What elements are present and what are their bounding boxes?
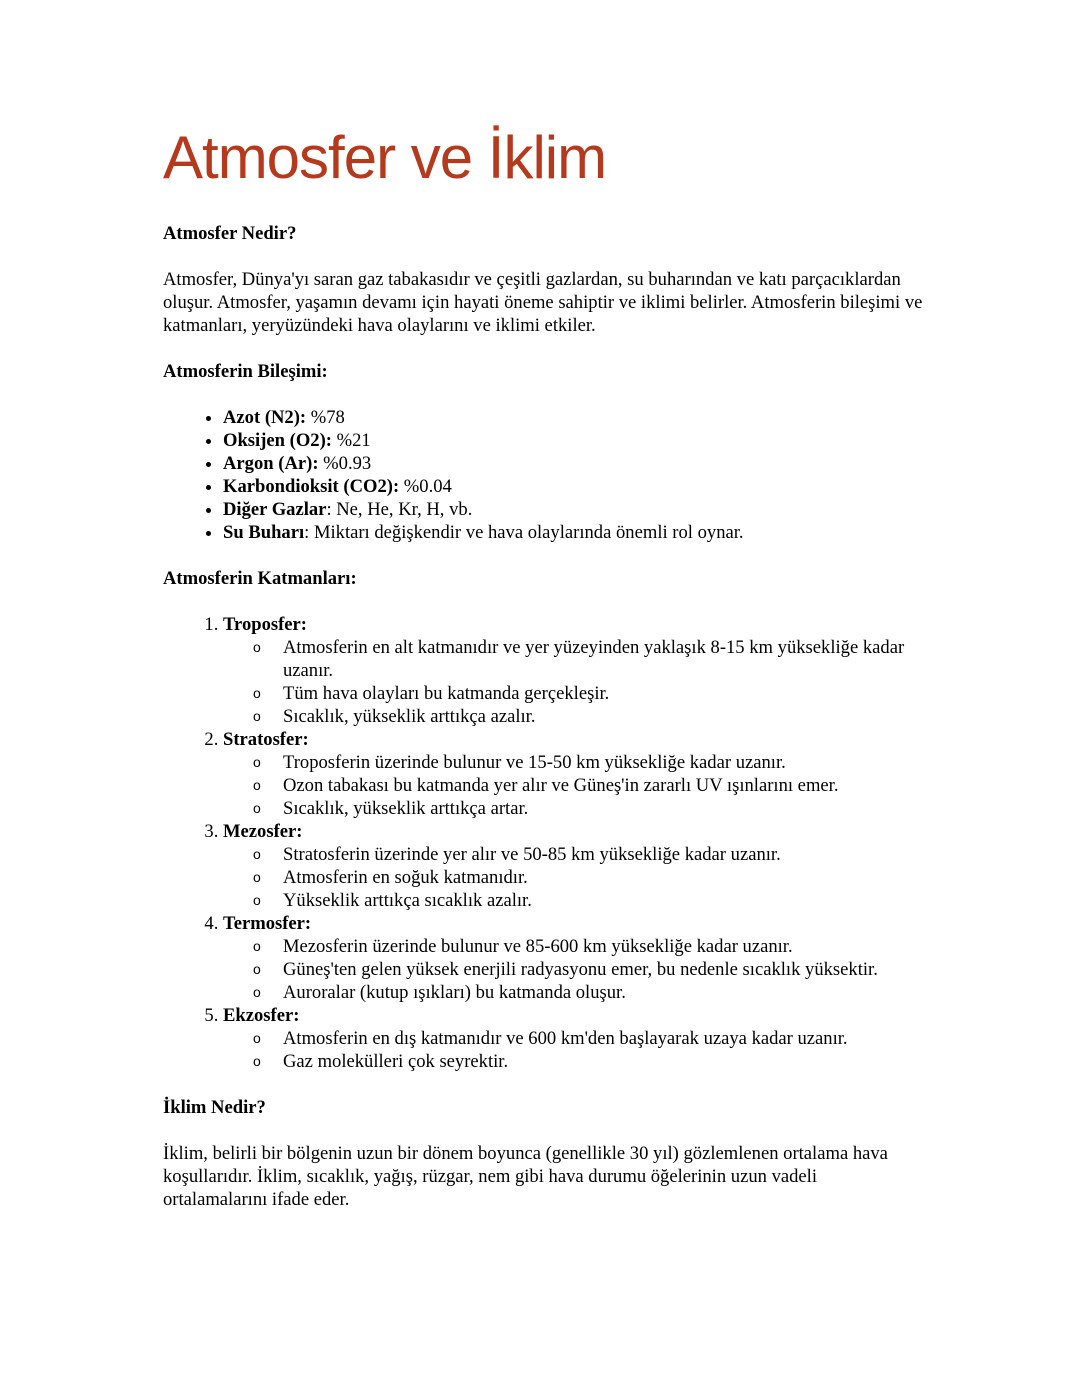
heading-iklim-nedir: İklim Nedir? [163, 1097, 266, 1118]
composition-item [223, 429, 923, 452]
layer-point: o Ozon tabakası bu katmanda yer alır ve Güneş'in zararlı UV ışınlarını emer. [283, 774, 923, 797]
layer-item [223, 912, 923, 1004]
layer-points [223, 935, 923, 1004]
composition-label: Oksijen (O2): [223, 430, 332, 451]
composition-item [223, 475, 923, 498]
layer-item [223, 820, 923, 912]
layer-item [223, 728, 923, 820]
paragraph-iklim-nedir: İklim, belirli bir bölgenin uzun bir dönem boyunca (genellikle 30 yıl) gözlemlenen ortalama hava koşullarıdır. İklim, sıcaklık, yağış, rüzgar, nem gibi hava durumu öğelerinin uzun vadeli ortalamalarını ifade eder. [163, 1143, 888, 1210]
composition-label: Karbondioksit (CO2): [223, 476, 400, 497]
composition-value: : Miktarı değişkendir ve hava olaylarında önemli rol oynar. [304, 522, 744, 543]
composition-value: %78 [306, 407, 345, 428]
composition-value: %0.93 [318, 453, 372, 474]
layer-points [223, 751, 923, 820]
layer-point: o Gaz molekülleri çok seyrektir. [283, 1050, 923, 1073]
composition-label: Diğer Gazlar [223, 499, 327, 520]
composition-value: %21 [331, 430, 371, 451]
page-title: Atmosfer ve İklim [163, 124, 607, 191]
heading-katmanlar: Atmosferin Katmanları: [163, 568, 357, 589]
layer-point: o Mezosferin üzerinde bulunur ve 85-600 km yüksekliğe kadar uzanır. [283, 935, 923, 958]
layer-point: o Tüm hava olayları bu katmanda gerçekleşir. [283, 682, 923, 705]
paragraph-atmosfer-nedir: Atmosfer, Dünya'yı saran gaz tabakasıdır ve çeşitli gazlardan, su buharından ve katı parçacıklardan oluşur. Atmosfer, yaşamın devamı için hayati öneme sahiptir ve iklimi belirler. Atmosferin bileşimi ve katmanları, yeryüzündeki hava olaylarını ve iklimi etkiler. [163, 269, 923, 336]
composition-item [223, 521, 923, 544]
layer-point: o Auroralar (kutup ışıkları) bu katmanda oluşur. [283, 981, 923, 1004]
composition-value: %0.04 [399, 476, 452, 497]
layer-name: Troposfer: [223, 614, 307, 635]
layer-name: Termosfer: [223, 913, 312, 934]
layer-points [223, 843, 923, 912]
composition-label: Argon (Ar): [223, 453, 319, 474]
layer-item [223, 613, 923, 728]
composition-label: Azot (N2): [223, 407, 307, 428]
composition-item [223, 452, 923, 475]
layer-points [223, 1027, 923, 1073]
layer-point: o Troposferin üzerinde bulunur ve 15-50 km yüksekliğe kadar uzanır. [283, 751, 923, 774]
layer-item [223, 1004, 923, 1073]
composition-list [163, 406, 923, 544]
layer-point: o Stratosferin üzerinde yer alır ve 50-85 km yüksekliğe kadar uzanır. [283, 843, 923, 866]
layer-name: Ekzosfer: [223, 1005, 300, 1026]
composition-item [223, 406, 923, 429]
layer-point: o Sıcaklık, yükseklik arttıkça azalır. [283, 705, 923, 728]
layers-list [163, 613, 923, 1073]
layer-name: Stratosfer: [223, 729, 309, 750]
composition-value: : Ne, He, Kr, H, vb. [326, 499, 473, 520]
heading-bilesim: Atmosferin Bileşimi: [163, 361, 328, 382]
heading-atmosfer-nedir: Atmosfer Nedir? [163, 223, 297, 244]
layer-point: o Yükseklik arttıkça sıcaklık azalır. [283, 889, 923, 912]
layer-point: o Sıcaklık, yükseklik arttıkça artar. [283, 797, 923, 820]
layer-point: o Atmosferin en dış katmanıdır ve 600 km'den başlayarak uzaya kadar uzanır. [283, 1027, 923, 1050]
composition-item [223, 498, 923, 521]
layer-name: Mezosfer: [223, 821, 303, 842]
layer-point: o Atmosferin en soğuk katmanıdır. [283, 866, 923, 889]
document-body [163, 222, 923, 1234]
layer-point: o Güneş'ten gelen yüksek enerjili radyasyonu emer, bu nedenle sıcaklık yüksektir. [283, 958, 923, 981]
composition-label: Su Buharı [223, 522, 305, 543]
layer-point: o Atmosferin en alt katmanıdır ve yer yüzeyinden yaklaşık 8-15 km yüksekliğe kadar uzanır. [283, 636, 923, 682]
layer-points [223, 636, 923, 728]
